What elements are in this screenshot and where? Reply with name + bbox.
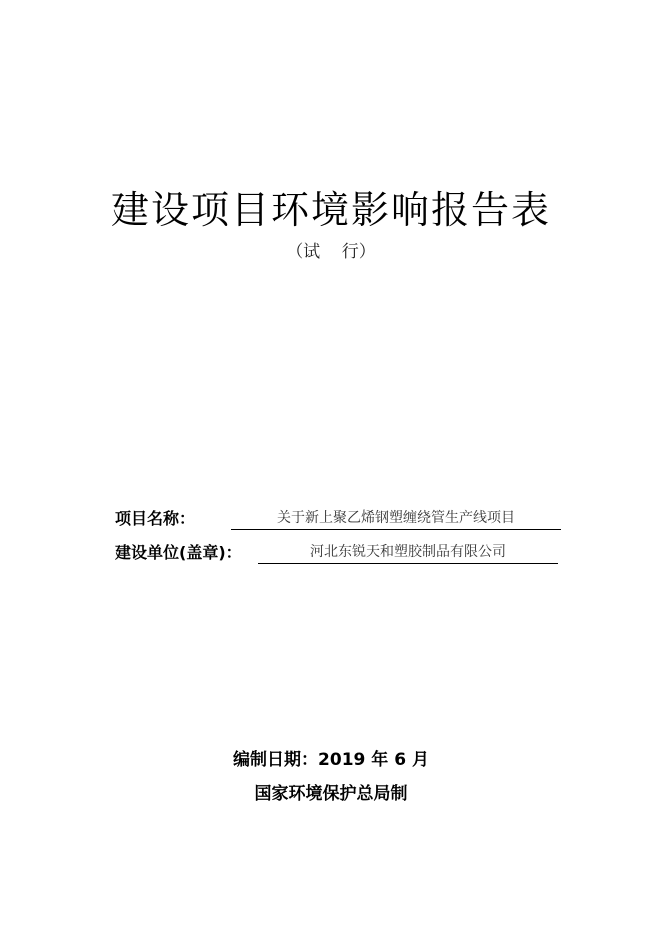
project-name-value: 关于新上聚乙烯钢塑缠绕管生产线项目 [231,508,561,530]
report-subtitle: （试 行） [286,242,376,262]
project-name-row [115,504,561,530]
report-title: 建设项目环境影响报告表 [110,188,551,232]
builder-label: 建设单位(盖章)： [115,543,242,562]
issuer: 国家环境保护总局制 [254,784,408,804]
builder-row [115,538,558,564]
compile-date: 编制日期：2019 年 6 月 [233,750,429,770]
builder-value: 河北东锐天和塑胶制品有限公司 [258,542,558,564]
project-name-label: 项目名称： [115,509,196,528]
